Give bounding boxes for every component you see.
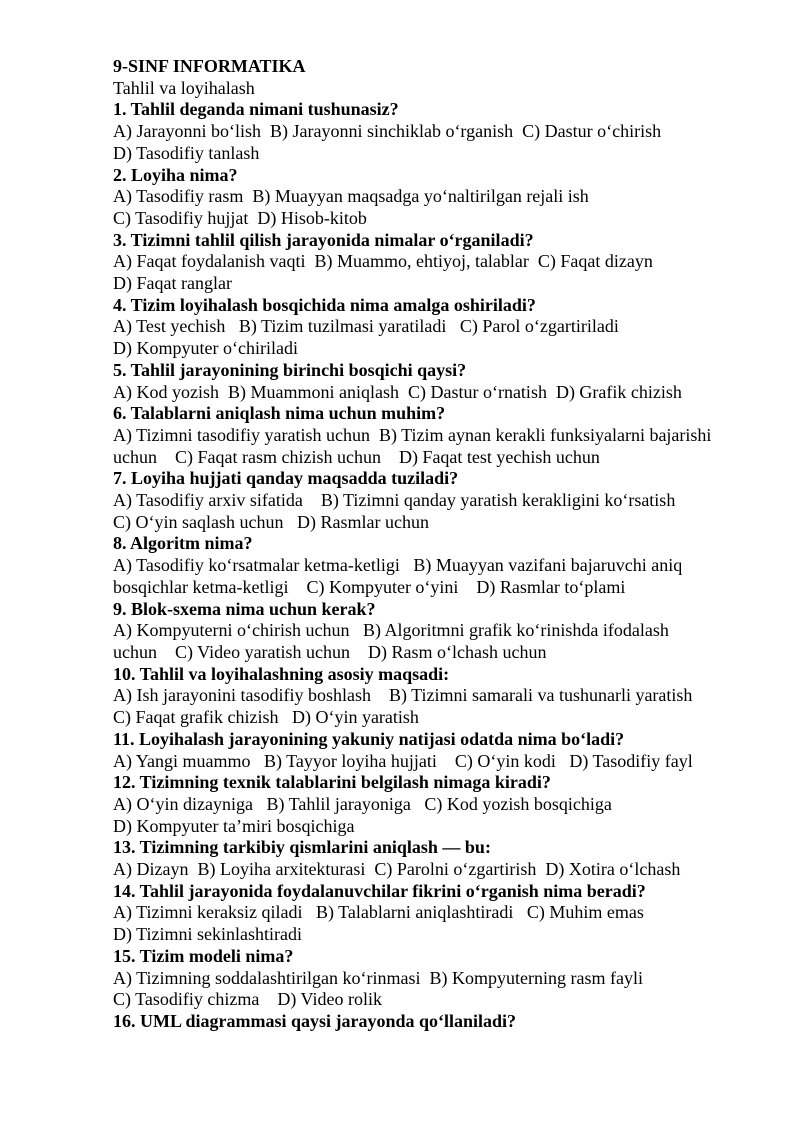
answer-options-line: A) Yangi muammo B) Tayyor loyiha hujjati C) Oʻyin kodi D) Tasodifiy fayl: [113, 750, 693, 771]
answer-options-line: A) Ish jarayonini tasodifiy boshlash B) Tizimni samarali va tushunarli yaratish: [113, 685, 693, 706]
answer-options-line: D) Kompyuter ta’miri bosqichiga: [113, 815, 355, 836]
question-text: 1. Tahlil deganda nimani tushunasiz?: [113, 99, 399, 120]
answer-options-line: A) Tizimni tasodifiy yaratish uchun B) Tizim aynan kerakli funksiyalarni bajarishi: [113, 424, 712, 445]
answer-options-line: D) Kompyuter oʻchiriladi: [113, 338, 298, 359]
question-text: 15. Tizim modeli nima?: [113, 945, 294, 966]
answer-options-line: A) Tasodifiy rasm B) Muayyan maqsadga yoʻnaltirilgan rejali ish: [113, 186, 589, 207]
question-text: 14. Tahlil jarayonida foydalanuvchilar fikrini oʻrganish nima beradi?: [113, 880, 646, 901]
question-text: 2. Loyiha nima?: [113, 164, 238, 185]
answer-options-line: D) Tasodifiy tanlash: [113, 142, 260, 163]
answer-options-line: A) Oʻyin dizayniga B) Tahlil jarayoniga C) Kod yozish bosqichiga: [113, 793, 612, 814]
question-text: 7. Loyiha hujjati qanday maqsadda tuziladi?: [113, 468, 459, 489]
document-title: 9-SINF INFORMATIKA: [113, 56, 306, 76]
answer-options-line: A) Jarayonni boʻlish B) Jarayonni sinchiklab oʻrganish C) Dastur oʻchirish: [113, 121, 662, 142]
question-text: 13. Tizimning tarkibiy qismlarini aniqlash — bu:: [113, 837, 491, 858]
answer-options-line: A) Dizayn B) Loyiha arxitekturasi C) Parolni oʻzgartirish D) Xotira oʻlchash: [113, 859, 681, 880]
answer-options-line: D) Faqat ranglar: [113, 273, 232, 294]
question-text: 9. Blok-sxema nima uchun kerak?: [113, 598, 376, 619]
document-subtitle: Tahlil va loyihalash: [113, 77, 255, 98]
question-text: 11. Loyihalash jarayonining yakuniy natijasi odatda nima boʻladi?: [113, 728, 625, 749]
question-text: 6. Talablarni aniqlash nima uchun muhim?: [113, 403, 446, 424]
answer-options-line: A) Tizimning soddalashtirilgan koʻrinmasi B) Kompyuterning rasm fayli: [113, 967, 643, 988]
question-text: 8. Algoritm nima?: [113, 533, 253, 554]
answer-options-line: A) Tasodifiy arxiv sifatida B) Tizimni qanday yaratish kerakligini koʻrsatish: [113, 490, 676, 511]
question-text: 10. Tahlil va loyihalashning asosiy maqsadi:: [113, 663, 450, 684]
answer-options-line: C) Faqat grafik chizish D) Oʻyin yaratish: [113, 707, 419, 728]
question-text: 16. UML diagrammasi qaysi jarayonda qoʻllaniladi?: [113, 1010, 517, 1031]
answer-options-line: C) Tasodifiy chizma D) Video rolik: [113, 989, 382, 1010]
question-text: 5. Tahlil jarayonining birinchi bosqichi qaysi?: [113, 359, 467, 380]
answer-options-line: uchun C) Faqat rasm chizish uchun D) Faqat test yechish uchun: [113, 446, 600, 467]
answer-options-line: A) Faqat foydalanish vaqti B) Muammo, ehtiyoj, talablar C) Faqat dizayn: [113, 251, 653, 272]
answer-options-line: C) Oʻyin saqlash uchun D) Rasmlar uchun: [113, 511, 429, 532]
answer-options-line: D) Tizimni sekinlashtiradi: [113, 924, 302, 945]
answer-options-line: C) Tasodifiy hujjat D) Hisob-kitob: [113, 207, 367, 228]
answer-options-line: A) Kompyuterni oʻchirish uchun B) Algoritmni grafik koʻrinishda ifodalash: [113, 620, 669, 641]
question-text: 12. Tizimning texnik talablarini belgilash nimaga kiradi?: [113, 772, 551, 793]
answer-options-line: A) Test yechish B) Tizim tuzilmasi yaratiladi C) Parol oʻzgartiriladi: [113, 316, 619, 337]
answer-options-line: uchun C) Video yaratish uchun D) Rasm oʻlchash uchun: [113, 641, 547, 662]
document-content: [113, 56, 758, 1033]
question-text: 3. Tizimni tahlil qilish jarayonida nimalar oʻrganiladi?: [113, 229, 534, 250]
answer-options-line: A) Tizimni keraksiz qiladi B) Talablarni aniqlashtiradi C) Muhim emas: [113, 902, 644, 923]
answer-options-line: A) Tasodifiy koʻrsatmalar ketma-ketligi B) Muayyan vazifani bajaruvchi aniq: [113, 555, 683, 576]
answer-options-line: bosqichlar ketma-ketligi C) Kompyuter oʻyini D) Rasmlar toʻplami: [113, 576, 626, 597]
question-lines: [113, 99, 758, 1032]
question-text: 4. Tizim loyihalash bosqichida nima amalga oshiriladi?: [113, 294, 536, 315]
answer-options-line: A) Kod yozish B) Muammoni aniqlash C) Dastur oʻrnatish D) Grafik chizish: [113, 381, 682, 402]
